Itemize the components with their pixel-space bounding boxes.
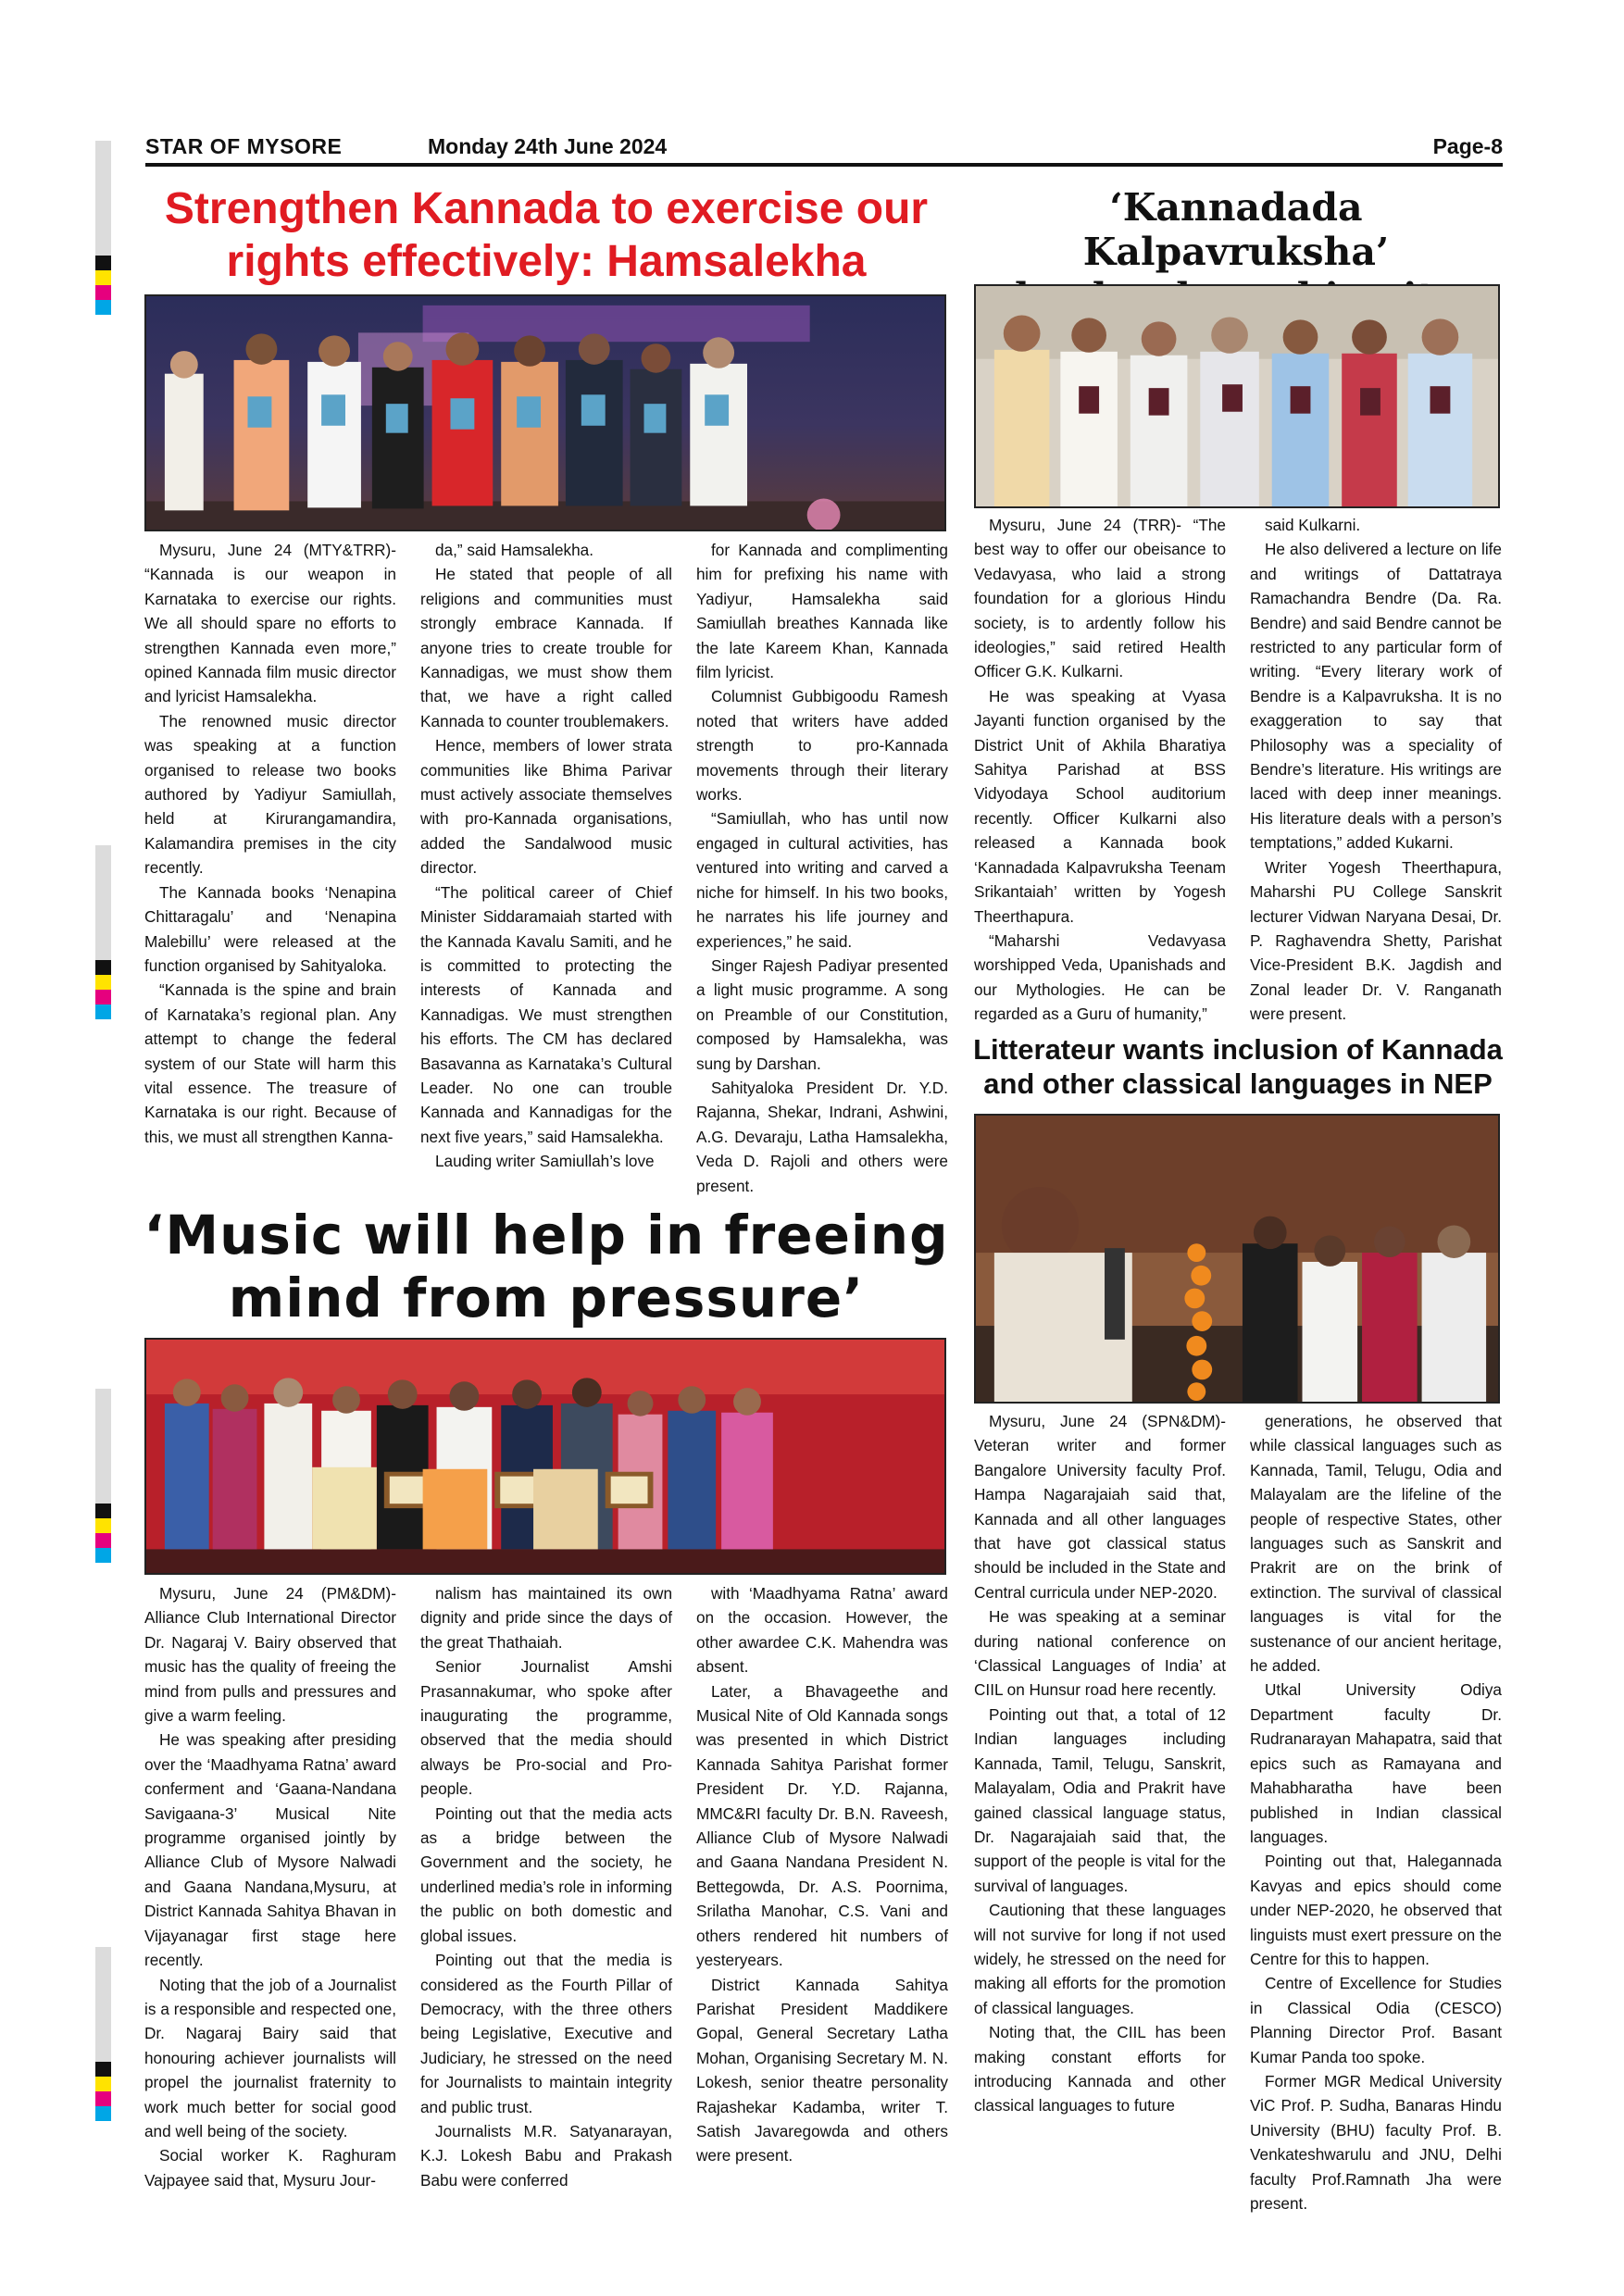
paragraph: Lauding writer Samiullah’s love xyxy=(435,1152,655,1171)
paragraph: “Maharshi Vedavyasa worshipped Veda, Upanishads and our Mythologies. He can be regarded as a Guru of humanity,” xyxy=(974,930,1226,1024)
paragraph: da,” said Hamsalekha. xyxy=(435,541,594,559)
masthead-rule xyxy=(145,163,1503,167)
paragraph: Utkal University Odiya Department faculty Dr. Rudranarayan Mahapatra, said that epics such as Ramayana and Mahabharatha have been published in Indian classical languages. xyxy=(1250,1680,1502,1846)
award-felicitation-photo xyxy=(144,1338,946,1575)
paragraph: “The political career of Chief Minister Siddaramaiah started with the Kannada Kavalu Samiti, and he is committed to protecting the interests of Kannada and Kannadigas. We must strengthen his efforts. The CM has declared Basavanna as Karnataka’s Cultural Leader. No one can trouble Kannada and Kannadigas for the next five years,” said Hamsalekha. xyxy=(420,882,672,1146)
story3-column-2 xyxy=(420,1581,672,2192)
registration-marks-bottom xyxy=(95,1947,111,2121)
paragraph: District Kannada Sahitya Parishat President Maddikere Gopal, General Secretary Latha Mohan, Organising Secretary M. N. Lokesh, senior theatre personality Rajashekar Kadamba, writer T. Satish Javaregowda and others were present. xyxy=(696,1975,948,2165)
story1-headline xyxy=(139,183,954,288)
paragraph: Mysuru, June 24 (PM&DM)- Alliance Club International Director Dr. Nagaraj V. Bairy observed that music has the quality of freeing the mind from pulls and pressures and give a warm feeling. xyxy=(144,1584,396,1726)
paragraph: The renowned music director was speaking at a function organised to release two books authored by Yadiyur Samiullah, held at Kirurangamandira, Kalamandira premises in the city recently. xyxy=(144,711,396,878)
paragraph: with ‘Maadhyama Ratna’ award on the occasion. However, the other awardee C.K. Mahendra was absent. xyxy=(696,1584,948,1677)
people-holding-books-photo xyxy=(144,294,946,531)
paragraph: He was speaking at Vyasa Jayanti function organised by the District Unit of Akhila Bharatiya Sahitya Parishad at BSS Vidyodaya School auditorium recently. Officer Kulkarni also released a Kannada book ‘Kannadada Kalpavruksha Teenam Srikantaiah’ written by Yogesh Theerthapura. xyxy=(974,686,1226,926)
paragraph: nalism has maintained its own dignity and pride since the days of the great Thathaiah. xyxy=(420,1584,672,1652)
story4-headline-line1: Litterateur wants inclusion of Kannada xyxy=(973,1033,1503,1066)
story2-column-1 xyxy=(974,513,1226,1027)
paragraph: “Kannada is the spine and brain of Karnataka’s regional plan. Any attempt to change the federal system of our State will harm this vital essence. The treasure of Karnataka is our right. Because of this, we must all strengthen Kanna- xyxy=(144,980,396,1146)
story1-column-2 xyxy=(420,538,672,1174)
seminar-speaker-photo xyxy=(974,1114,1500,1404)
paragraph: Journalists M.R. Satyanarayan, K.J. Lokesh Babu and Prakash Babu were conferred xyxy=(420,2121,672,2190)
paragraph: He was speaking after presiding over the ‘Maadhyama Ratna’ award conferment and ‘Gaana-Nandana Savigaana-3’ Musical Nite programme organised jointly by Alliance Club of Mysore Nalwadi and Gaana Nandana,Mysuru, at District Kannada Sahitya Bhavan in Vijayanagar first stage here recently. xyxy=(144,1730,396,1970)
paragraph: Senior Journalist Amshi Prasannakumar, who spoke after inaugurating the programme, observed that the media should always be Pro-social and Pro-people. xyxy=(420,1657,672,1799)
paragraph: The Kannada books ‘Nenapina Chittaragalu’ and ‘Nenapina Malebillu’ were released at the function organised by Sahityaloka. xyxy=(144,882,396,975)
story2-column-2 xyxy=(1250,513,1502,1027)
paragraph: generations, he observed that while classical languages such as Kannada, Tamil, Telugu, Odia and Malayalam are the lifeline of the people of respective States, other languages such as Sanskrit and Prakrit are on the brink of extinction. The survival of classical languages is vital for the sustenance of our ancient heritage, he added. xyxy=(1250,1412,1502,1676)
paragraph: Former MGR Medical University ViC Prof. P. Sudha, Banaras Hindu University (BHU) faculty Prof. B. Venkateshwarulu and JNU, Delhi faculty Prof.Ramnath Jha were present. xyxy=(1250,2071,1502,2213)
paragraph: “Samiullah, who has until now engaged in cultural activities, has ventured into writing and carved a niche for himself. In his two books, he narrates his life journey and experiences,” he said. xyxy=(696,809,948,951)
story4-column-1 xyxy=(974,1409,1226,2118)
paragraph: Hence, members of lower strata communities like Bhima Parivar must actively associate themselves with pro-Kannada organisations, added the Sandalwood music director. xyxy=(420,736,672,878)
paragraph: Mysuru, June 24 (MTY&TRR)- “Kannada is our weapon in Karnataka to exercise our rights. We all should spare no efforts to strengthen Kannada even more,” opined Kannada film music director and lyricist Hamsalekha. xyxy=(144,541,396,706)
paragraph: Noting that the job of a Journalist is a responsible and respected one, Dr. Nagaraj Bairy said that honouring achiever journalists will propel the journalist fraternity to work much better for social good and well being of the society. xyxy=(144,1975,396,2140)
paragraph: Columnist Gubbigoodu Ramesh noted that writers have added strength to pro-Kannada movements through their literary works. xyxy=(696,687,948,805)
registration-marks-top xyxy=(95,141,111,315)
story3-headline xyxy=(139,1204,954,1330)
story4-headline xyxy=(965,1033,1511,1101)
paragraph: Singer Rajesh Padiyar presented a light music programme. A song on Preamble of our Constitution, composed by Hamsalekha, was sung by Darshan. xyxy=(696,955,948,1073)
book-release-photo xyxy=(974,284,1500,508)
page-number: Page-8 xyxy=(1432,134,1503,158)
story3-column-3 xyxy=(696,1581,948,2168)
story1-column-3 xyxy=(696,538,948,1198)
story1-headline-line2: rights effectively: Hamsalekha xyxy=(226,236,867,286)
paragraph: He stated that people of all religions and communities must strongly embrace Kannada. If anyone tries to create trouble for Kannadigas, we must show them that, we have a right called Kannada to counter troublemakers. xyxy=(420,565,672,730)
paragraph: Pointing out that the media acts as a bridge between the Government and the society, he underlined media’s role in informing the public on both domestic and global issues. xyxy=(420,1803,672,1945)
masthead xyxy=(145,134,1503,166)
paragraph: Centre of Excellence for Studies in Classical Odia (CESCO) Planning Director Prof. Basant Kumar Panda too spoke. xyxy=(1250,1974,1502,2066)
story3-headline-line1: ‘Music will help in freeing xyxy=(144,1204,949,1267)
paragraph: Pointing out that the media is considered as the Fourth Pillar of Democracy, with the three others being Legislative, Executive and Judiciary, he stressed on the need for Journalists to maintain integrity and public trust. xyxy=(420,1951,672,2116)
paragraph: Later, a Bhavageethe and Musical Nite of Old Kannada songs was presented in which District Kannada Sahitya Parishat former President Dr. Y.D. Rajanna, MMC&RI faculty Dr. B.N. Raveesh, Alliance Club of Mysore Nalwadi and Gaana Nandana President N. Bettegowda, Dr. A.S. Poornima, Srilatha Manohar, C.S. Vani and others rendered hit numbers of yesteryears. xyxy=(696,1681,948,1970)
story1-column-1 xyxy=(144,538,396,1149)
story2-headline-line1: ‘Kannadada Kalpavruksha’ xyxy=(1082,185,1390,275)
registration-marks-lower xyxy=(95,1389,111,1563)
paragraph: Mysuru, June 24 (TRR)- “The best way to offer our obeisance to Vedavyasa, who laid a strong foundation for a glorious Hindu society, is to ardently follow his ideologies,” said retired Health Officer G.K. Kulkarni. xyxy=(974,516,1226,681)
story1-headline-line1: Strengthen Kannada to exercise our xyxy=(164,184,929,233)
story4-headline-line2: and other classical languages in NEP xyxy=(983,1067,1493,1100)
story3-column-1 xyxy=(144,1581,396,2192)
paragraph: Sahityaloka President Dr. Y.D. Rajanna, Shekar, Indrani, Ashwini, A.G. Devaraju, Latha Hamsalekha, Veda D. Rajoli and others were present. xyxy=(696,1078,948,1195)
paragraph: Writer Yogesh Theerthapura, Maharshi PU College Sanskrit lecturer Vidwan Naryana Desai, Dr. P. Raghavendra Shetty, Parishat Vice-President B.K. Jagdish and Zonal leader Dr. V. Ranganath were present. xyxy=(1250,857,1502,1024)
story4-column-2 xyxy=(1250,1409,1502,2215)
paragraph: said Kulkarni. xyxy=(1265,516,1361,534)
paragraph: He also delivered a lecture on life and writings of Dattatraya Ramachandra Bendre (Da. Ra. Bendre) and said Bendre cannot be restricted to any particular form of writing. “Every literary work of Bendre is a Kalpavruksha. It is no exaggeration to say that Philosophy was a speciality of Bendre’s literature. His writings are laced with deep inner meanings. His literature deals with a person’s temptations,” added Kukarni. xyxy=(1250,540,1502,853)
paragraph: He was speaking at a seminar during national conference on ‘Classical Languages of India’ at CIIL on Hunsur road here recently. xyxy=(974,1607,1226,1700)
paper-name: STAR OF MYSORE xyxy=(145,134,343,158)
paragraph: for Kannada and complimenting him for prefixing his name with Yadiyur, Hamsalekha said Samiullah breathes Kannada like the late Kareem Khan, Kannada film lyricist. xyxy=(696,541,948,682)
issue-date: Monday 24th June 2024 xyxy=(428,134,668,158)
paragraph: Social worker K. Raghuram Vajpayee said that, Mysuru Jour- xyxy=(144,2146,396,2190)
paragraph: Noting that, the CIIL has been making constant efforts for introducing Kannada and other classical languages to future xyxy=(974,2023,1226,2115)
paragraph: Pointing out that, Halegannada Kavyas and epics should come under NEP-2020, he observed that linguists must exert pressure on the Centre for this to happen. xyxy=(1250,1852,1502,1968)
registration-marks-mid xyxy=(95,845,111,1019)
paragraph: Mysuru, June 24 (SPN&DM)- Veteran writer and former Bangalore University faculty Prof. Hampa Nagarajaiah said that, Kannada and all other languages that have got classical status should be included in the State and Central curricula under NEP-2020. xyxy=(974,1412,1226,1602)
paragraph: Pointing out that, a total of 12 Indian languages including Kannada, Tamil, Telugu, Sanskrit, Malayalam, Odia and Prakrit have gained classical language status, Dr. Nagarajaiah said that, the support of the people is vital for the survival of languages. xyxy=(974,1704,1226,1895)
story3-headline-line2: mind from pressure’ xyxy=(228,1267,865,1330)
paragraph: Cautioning that these languages will not survive for long if not used widely, he stressed on the need for making all efforts for the promotion of classical languages. xyxy=(974,1901,1226,2017)
